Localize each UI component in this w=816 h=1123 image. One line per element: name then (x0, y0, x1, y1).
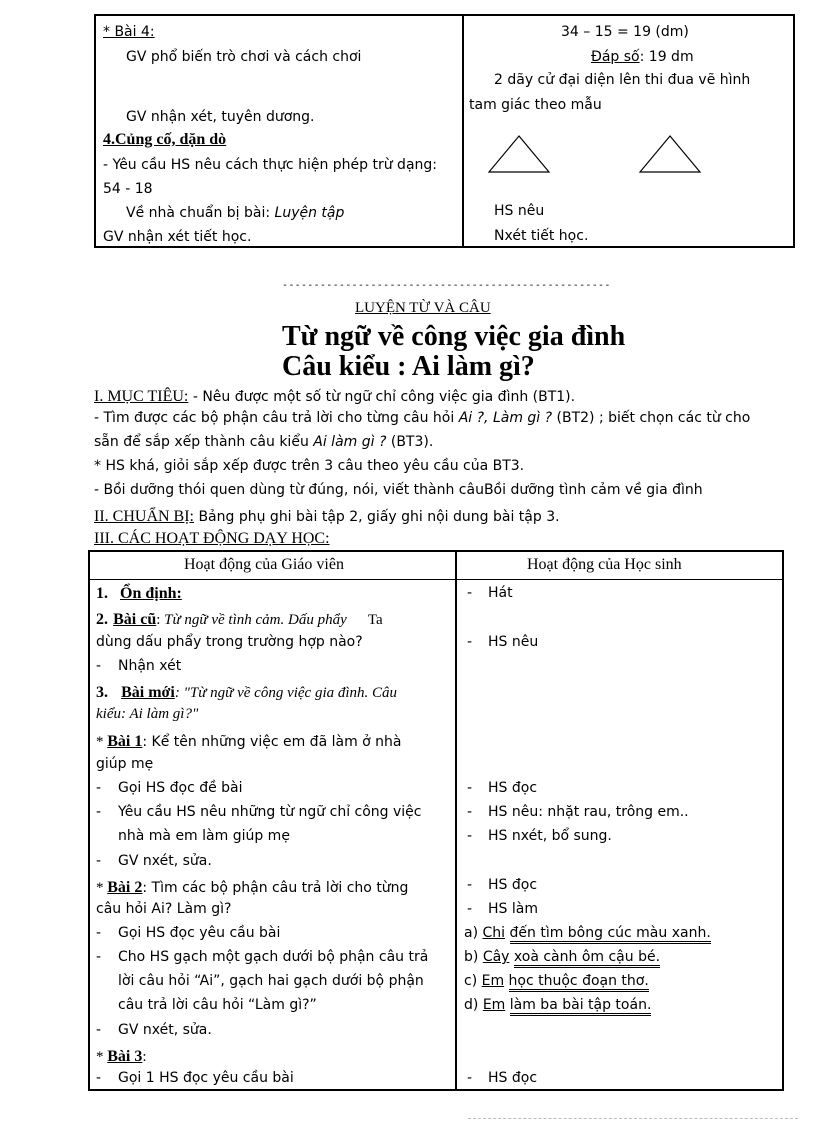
hs-hat: Hát (488, 585, 513, 601)
hoatdong-label: III. CÁC HOẠT ĐỘNG DẠY HỌC: (94, 530, 330, 547)
gv-dash-7: - (96, 1070, 102, 1086)
gv-bai3: * Bài 3: (96, 1048, 147, 1065)
equation: 34 – 15 = 19 (dm) (561, 24, 689, 40)
separator: ---------------------------------------------------- (282, 280, 611, 291)
gv-dash-2: - (96, 804, 102, 820)
lesson-title-2: Câu kiểu : Ai làm gì? (282, 351, 535, 382)
gv-item-ondinh: 1. Ổn định: (96, 585, 182, 602)
gv-bai1-line2: giúp mẹ (96, 756, 154, 772)
nxet-tiethoc: Nxét tiết học. (494, 228, 589, 244)
gv-bai1: * Bài 1: Kể tên những việc em đã làm ở nhà (96, 733, 402, 750)
gv-nhanxet: GV nhận xét, tuyên dương. (126, 109, 315, 125)
gv-cho-hs-2: lời câu hỏi “Ai”, gạch hai gạch dưới bộ phận (118, 973, 424, 989)
top-table-border-top (94, 14, 795, 16)
gv-phobien: GV phổ biến trò chơi và cách chơi (126, 49, 362, 65)
hs-dash-6: - (467, 877, 473, 893)
gv-nhanxet-dash: - (96, 658, 102, 674)
header-giaovien: Hoạt động của Giáo viên (184, 556, 344, 573)
header-hocsinh: Hoạt động của Học sinh (527, 556, 682, 573)
main-table-border-bottom (88, 1089, 784, 1091)
hs-neu-2: HS nêu: nhặt rau, trông em.. (488, 804, 689, 820)
gv-yeucau-1: Yêu cầu HS nêu những từ ngữ chỉ công việc (118, 804, 422, 820)
gv-yeucau-2: nhà mà em làm giúp mẹ (118, 828, 290, 844)
top-table-border-right (793, 14, 795, 248)
gv-item-baimoi: 3. Bài mới: "Từ ngữ về công việc gia đình. Câu (96, 684, 398, 701)
gv-goi-hs-doc: Gọi HS đọc đề bài (118, 780, 243, 796)
top-table-border-bottom (94, 246, 795, 248)
main-table-border-top (88, 550, 784, 552)
gv-baicu-line2: dùng dấu phẩy trong trường hợp nào? (96, 634, 363, 650)
gv-dash-1: - (96, 780, 102, 796)
top-table-border-left (94, 14, 96, 248)
muctieu-line-4: * HS khá, giỏi sắp xếp được trên 3 câu theo yêu cầu của BT3. (94, 458, 525, 474)
hs-doc-3: HS đọc (488, 1070, 538, 1086)
hs-dash-3: - (467, 780, 473, 796)
gv-nhanxet-tiethoc: GV nhận xét tiết học. (103, 229, 252, 245)
triangle-icon-2 (638, 134, 702, 174)
main-table-border-mid (455, 550, 457, 1091)
hs-neu-1: HS nêu (488, 634, 539, 650)
gv-nxet-sua-2: GV nxét, sửa. (118, 1022, 212, 1038)
chuanbi-label: II. CHUẨN BỊ: (94, 508, 194, 525)
main-table-border-left (88, 550, 90, 1091)
main-table-border-right (782, 550, 784, 1091)
hs-doc-2: HS đọc (488, 877, 538, 893)
answer-a: a) Chi đến tìm bông cúc màu xanh. (464, 925, 711, 941)
muctieu-line-1: I. MỤC TIÊU: - Nêu được một số từ ngữ chỉ công việc gia đình (BT1). (94, 388, 576, 405)
gv-dash-5: - (96, 949, 102, 965)
gv-cho-hs-1: Cho HS gạch một gạch dưới bộ phận câu trả (118, 949, 429, 965)
venha-line: Về nhà chuẩn bị bài: Luyện tập (126, 205, 345, 221)
footer-rule (468, 1118, 798, 1119)
gv-dash-6: - (96, 1022, 102, 1038)
muctieu-label: I. MỤC TIÊU: (94, 388, 189, 405)
right-line-1: 2 dãy cử đại diện lên thi đua vẽ hình (494, 72, 751, 88)
right-line-2: tam giác theo mẫu (469, 97, 602, 113)
subject-heading: LUYỆN TỪ VÀ CÂU (355, 300, 491, 316)
answer-c: c) Em học thuộc đoạn thơ. (464, 973, 649, 989)
yeucau-line2: 54 - 18 (103, 181, 153, 197)
triangle-icon-1 (487, 134, 551, 174)
top-table-border-mid (462, 14, 464, 248)
hs-neu: HS nêu (494, 203, 545, 219)
gv-goi-hs-doc-2: Gọi HS đọc yêu cầu bài (118, 925, 281, 941)
hs-dash-7: - (467, 901, 473, 917)
gv-nxet-sua-1: GV nxét, sửa. (118, 853, 212, 869)
gv-bai2: * Bài 2: Tìm các bộ phận câu trả lời cho từng (96, 879, 409, 896)
muctieu-line-2: - Tìm được các bộ phận câu trả lời cho từng câu hỏi Ai ?, Làm gì ? (BT2) ; biết chọn các từ cho (94, 410, 751, 426)
gv-cho-hs-3: câu trả lời câu hỏi “Làm gì?” (118, 997, 317, 1013)
lesson-title-1: Từ ngữ về công việc gia đình (282, 321, 626, 352)
gv-baimoi-line2: kiểu: Ai làm gì?" (96, 706, 199, 722)
chuanbi-line: II. CHUẨN BỊ: Bảng phụ ghi bài tập 2, giấy ghi nội dung bài tập 3. (94, 508, 560, 525)
hs-nxet-bosung: HS nxét, bổ sung. (488, 828, 612, 844)
gv-nhanxet: Nhận xét (118, 658, 182, 674)
gv-dash-3: - (96, 853, 102, 869)
answer-b: b) Cây xoà cành ôm cậu bé. (464, 949, 660, 965)
hs-dash-5: - (467, 828, 473, 844)
bai4-heading: * Bài 4: (103, 24, 155, 40)
answer-d: d) Em làm ba bài tập toán. (464, 997, 651, 1013)
luyentap-title: Luyện tập (274, 205, 345, 221)
hs-lam: HS làm (488, 901, 538, 917)
hs-dash-8: - (467, 1070, 473, 1086)
dapso: Đáp số: 19 dm (591, 49, 694, 65)
muctieu-line-5: - Bồi dưỡng thói quen dùng từ đúng, nói, viết thành câuBồi dưỡng tình cảm về gia đình (94, 482, 703, 498)
hs-doc-1: HS đọc (488, 780, 538, 796)
gv-item-baicu: 2. Bài cũ: Từ ngữ về tình cảm. Dấu phẩy Ta (96, 611, 383, 628)
hs-dash-1: - (467, 585, 473, 601)
gv-bai2-line2: câu hỏi Ai? Làm gì? (96, 901, 232, 917)
gv-dash-4: - (96, 925, 102, 941)
yeucau-line: - Yêu cầu HS nêu cách thực hiện phép trừ dạng: (103, 157, 438, 173)
hs-dash-4: - (467, 804, 473, 820)
main-table-header-divider (88, 579, 784, 580)
hs-dash-2: - (467, 634, 473, 650)
gv-goi-1-hs: Gọi 1 HS đọc yêu cầu bài (118, 1070, 294, 1086)
muctieu-line-3: sẵn để sắp xếp thành câu kiểu Ai làm gì ? (BT3). (94, 434, 434, 450)
section-cungco: 4.Củng cố, dặn dò (103, 131, 227, 148)
